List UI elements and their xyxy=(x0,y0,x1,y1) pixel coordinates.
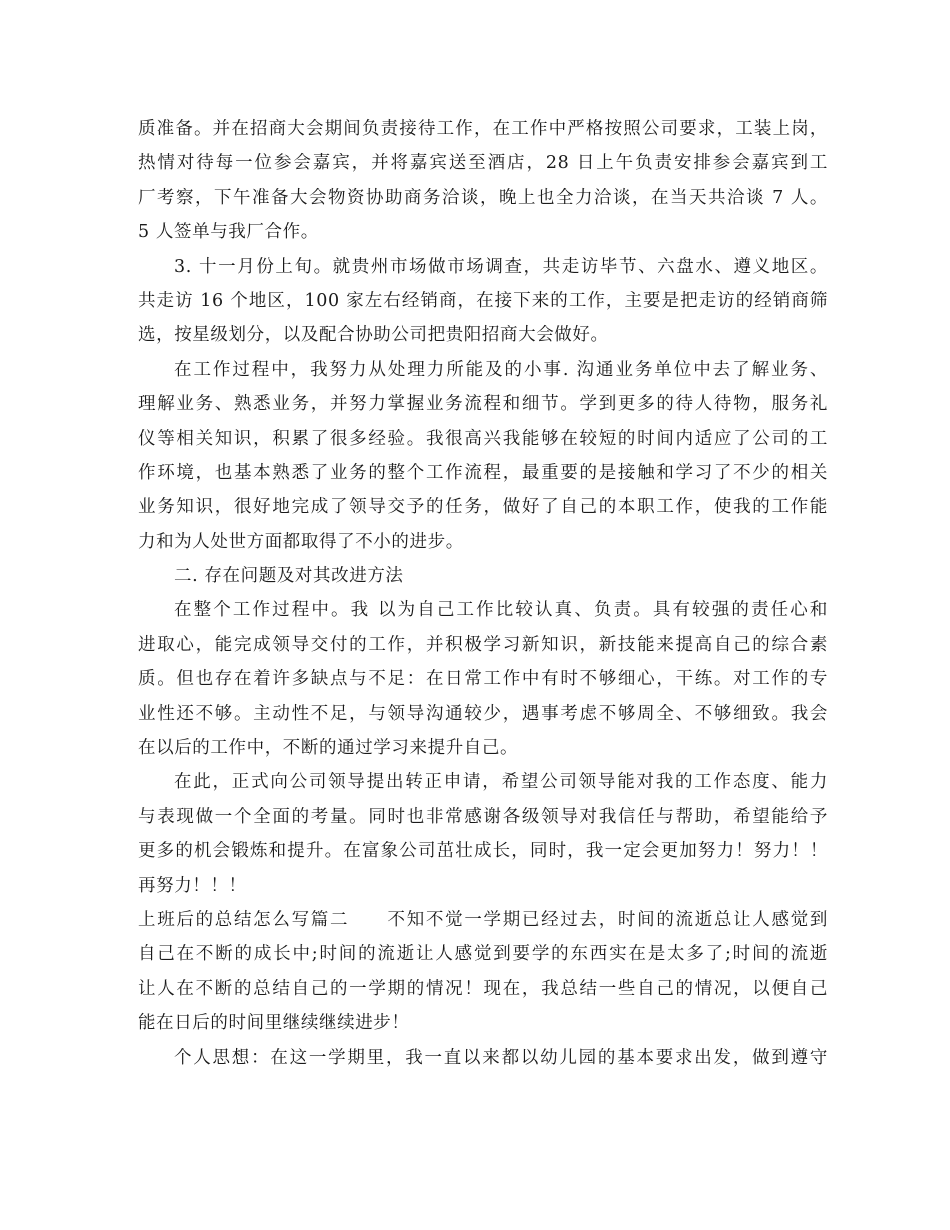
text-line: 3. 十一月份上旬。就贵州市场做市场调查，共走访毕节、六盘水、遵义地区。 xyxy=(174,256,828,277)
text-line: 进取心，能完成领导交付的工作，并积极学习新知识，新技能来提高自己的综合素 xyxy=(138,634,828,655)
text-line: 厂考察，下午准备大会物资协助商务洽谈，晚上也全力洽谈，在当天共洽谈 7 人。 xyxy=(138,187,828,208)
text-line: 热情对待每一位参会嘉宾，并将嘉宾送至酒店，28 日上午负责安排参会嘉宾到工 xyxy=(138,153,828,174)
text-line: 在此，正式向公司领导提出转正申请，希望公司领导能对我的工作态度、能力 xyxy=(174,772,828,793)
text-line: 作环境，也基本熟悉了业务的整个工作流程，最重要的是接触和学习了不少的相关 xyxy=(138,462,828,483)
text-line: 自己在不断的成长中;时间的流逝让人感觉到要学的东西实在是太多了;时间的流逝 xyxy=(138,944,828,965)
text-line: 在以后的工作中，不断的通过学习来提升自己。 xyxy=(138,738,519,759)
text-line: 5 人签单与我厂合作。 xyxy=(138,222,319,243)
text-line: 二. 存在问题及对其改进方法 xyxy=(174,566,404,587)
text-line: 共走访 16 个地区，100 家左右经销商，在接下来的工作，主要是把走访的经销商筛 xyxy=(138,290,828,311)
text-line: 质准备。并在招商大会期间负责接待工作，在工作中严格按照公司要求，工装上岗， xyxy=(138,119,828,139)
text-line: 质。但也存在着许多缺点与不足：在日常工作中有时不够细心，干练。对工作的专 xyxy=(138,669,828,690)
document-body xyxy=(138,112,828,1075)
text-line: 能在日后的时间里继续继续进步！ xyxy=(138,1013,410,1034)
text-line: 理解业务、熟悉业务，并努力掌握业务流程和细节。学到更多的待人待物，服务礼 xyxy=(138,394,828,415)
text-line: 再努力！！！ xyxy=(138,875,247,896)
text-line: 上班后的总结怎么写篇二 不知不觉一学期已经过去，时间的流逝总让人感觉到 xyxy=(138,909,828,930)
text-line: 仪等相关知识，积累了很多经验。我很高兴我能够在较短的时间内适应了公司的工 xyxy=(138,428,828,449)
text-line: 业务知识，很好地完成了领导交予的任务，做好了自己的本职工作，使我的工作能 xyxy=(138,497,828,518)
text-line: 在整个工作过程中。我 以为自己工作比较认真、负责。具有较强的责任心和 xyxy=(174,600,828,621)
text-line: 选，按星级划分，以及配合协助公司把贵阳招商大会做好。 xyxy=(138,325,609,346)
text-line: 在工作过程中，我努力从处理力所能及的小事. 沟通业务单位中去了解业务、 xyxy=(174,359,828,380)
text-line: 个人思想：在这一学期里，我一直以来都以幼儿园的基本要求出发，做到遵守 xyxy=(174,1047,828,1068)
text-line: 业性还不够。主动性不足，与领导沟通较少，遇事考虑不够周全、不够细致。我会 xyxy=(138,703,828,724)
text-line: 让人在不断的总结自己的一学期的情况！现在，我总结一些自己的情况，以便自己 xyxy=(138,978,828,999)
text-line: 与表现做一个全面的考量。同时也非常感谢各级领导对我信任与帮助，希望能给予 xyxy=(138,806,828,827)
text-line: 力和为人处世方面都取得了不小的进步。 xyxy=(138,531,464,552)
text-line: 更多的机会锻炼和提升。在富象公司茁壮成长，同时，我一定会更加努力！努力！！ xyxy=(138,841,828,862)
